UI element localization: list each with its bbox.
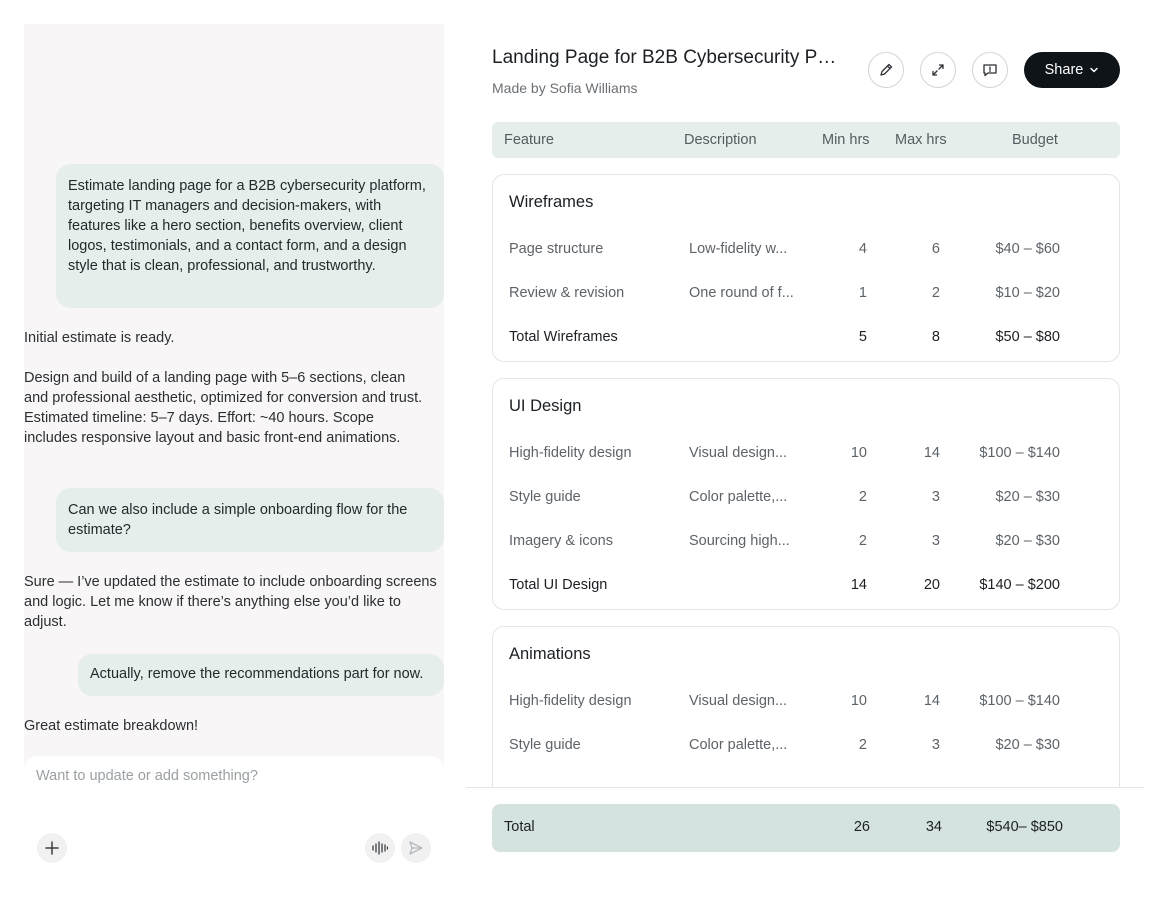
row-budget: $20 – $30	[995, 489, 1060, 505]
row-description: Color palette,...	[689, 489, 788, 505]
row-description: Visual design...	[689, 693, 788, 709]
grand-total-bar	[492, 804, 1120, 852]
assistant-message-text: Sure — I’ve updated the estimate to include onboarding screens and logic. Let me know if there’s anything else you’d like to adjust.	[24, 574, 437, 630]
total-budget: $50 – $80	[995, 329, 1060, 345]
section-total-row	[493, 577, 1119, 597]
row-budget: $20 – $30	[995, 737, 1060, 753]
row-budget: $10 – $20	[995, 285, 1060, 301]
column-min-hrs: Min hrs	[822, 132, 870, 148]
row-min-hrs: 10	[850, 445, 867, 461]
total-min-hrs: 5	[858, 329, 867, 345]
row-description: Low-fidelity w...	[689, 241, 788, 257]
row-feature: Style guide	[509, 489, 581, 505]
user-message	[56, 488, 444, 552]
row-min-hrs: 2	[858, 533, 867, 549]
user-message-text: Can we also include a simple onboarding flow for the estimate?	[68, 502, 408, 538]
section-wireframes	[492, 174, 1120, 362]
send-icon	[408, 840, 424, 856]
voice-input-button[interactable]	[365, 833, 395, 863]
section-ui-design	[492, 378, 1120, 610]
assistant-message-text: Design and build of a landing page with 5–6 sections, clean and professional aesthetic, optimized for conversion and trust. Estimated timeline: 5–7 days. Effort: ~40 hours. Scope includes responsive layout and basic front-end animations.	[24, 370, 423, 446]
row-feature: High-fidelity design	[509, 693, 632, 709]
row-feature: High-fidelity design	[509, 445, 632, 461]
chat-panel	[24, 24, 444, 876]
table-row[interactable]	[493, 489, 1119, 509]
table-row[interactable]	[493, 533, 1119, 553]
assistant-message	[24, 328, 424, 448]
row-min-hrs: 2	[858, 737, 867, 753]
plus-icon	[45, 841, 59, 855]
row-description: Visual design...	[689, 445, 788, 461]
section-title: Wireframes	[509, 193, 594, 211]
row-max-hrs: 6	[931, 241, 940, 257]
grand-total-label: Total	[504, 819, 535, 835]
add-attachment-button[interactable]	[37, 833, 67, 863]
user-message	[78, 654, 444, 696]
section-title: Animations	[509, 645, 591, 663]
row-min-hrs: 2	[858, 489, 867, 505]
row-min-hrs: 10	[850, 693, 867, 709]
row-min-hrs: 1	[858, 285, 867, 301]
row-feature: Page structure	[509, 241, 604, 257]
column-feature: Feature	[504, 132, 554, 148]
total-min-hrs: 14	[850, 577, 867, 593]
assistant-message	[24, 572, 444, 632]
row-max-hrs: 2	[931, 285, 940, 301]
grand-total-max-hrs: 34	[925, 819, 942, 835]
user-message-text: Estimate landing page for a B2B cybersecurity platform, targeting IT managers and decision-makers, with features like a hero section, benefits overview, client logos, testimonials, and a contact form, and a design style that is clean, professional, and trustworthy.	[68, 178, 426, 274]
total-budget: $140 – $200	[979, 577, 1060, 593]
grand-total-budget: $540– $850	[986, 819, 1063, 835]
column-description: Description	[684, 132, 757, 148]
row-max-hrs: 14	[923, 693, 940, 709]
assistant-message-text: Great estimate breakdown!	[24, 718, 199, 734]
column-max-hrs: Max hrs	[895, 132, 947, 148]
user-message-text: Actually, remove the recommendations part for now.	[90, 666, 424, 682]
row-max-hrs: 3	[931, 533, 940, 549]
assistant-message	[24, 716, 424, 736]
assistant-message-text: Initial estimate is ready.	[24, 330, 175, 346]
row-budget: $20 – $30	[995, 533, 1060, 549]
row-feature: Review & revision	[509, 285, 625, 301]
row-budget: $100 – $140	[979, 693, 1060, 709]
share-button-label: Share	[1044, 62, 1084, 78]
section-title: UI Design	[509, 397, 582, 415]
author-label: Made by Sofia Williams	[492, 80, 638, 96]
table-row[interactable]	[493, 693, 1119, 713]
row-feature: Style guide	[509, 737, 581, 753]
estimate-scroll-area[interactable]	[466, 0, 1144, 788]
row-min-hrs: 4	[858, 241, 867, 257]
waveform-icon	[372, 841, 388, 855]
grand-total-min-hrs: 26	[853, 819, 870, 835]
message-input[interactable]	[36, 768, 432, 784]
row-description: Sourcing high...	[689, 533, 790, 549]
send-button[interactable]	[401, 833, 431, 863]
row-description: One round of f...	[689, 285, 794, 301]
table-row[interactable]	[493, 241, 1119, 261]
user-message	[56, 164, 444, 308]
column-budget: Budget	[1012, 132, 1058, 148]
footer-divider	[466, 787, 1144, 788]
row-budget: $40 – $60	[995, 241, 1060, 257]
table-row[interactable]	[493, 737, 1119, 757]
total-label: Total UI Design	[509, 577, 608, 593]
table-row[interactable]	[493, 445, 1119, 465]
section-animations	[492, 626, 1120, 788]
row-feature: Imagery & icons	[509, 533, 613, 549]
table-row[interactable]	[493, 285, 1119, 305]
total-max-hrs: 20	[923, 577, 940, 593]
row-max-hrs: 3	[931, 737, 940, 753]
total-label: Total Wireframes	[509, 329, 618, 345]
row-max-hrs: 14	[923, 445, 940, 461]
total-max-hrs: 8	[931, 329, 940, 345]
message-composer	[24, 756, 444, 876]
row-description: Color palette,...	[689, 737, 788, 753]
row-max-hrs: 3	[931, 489, 940, 505]
row-budget: $100 – $140	[979, 445, 1060, 461]
section-total-row	[493, 329, 1119, 349]
page-title: Landing Page for B2B Cybersecurity Pl...	[492, 47, 837, 68]
